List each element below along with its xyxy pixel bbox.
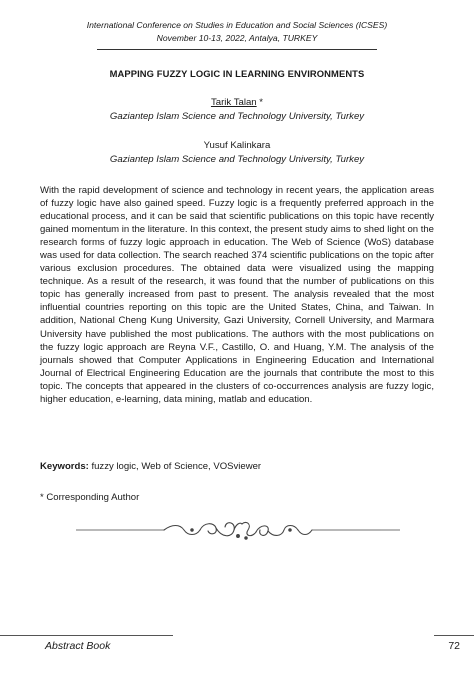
paper-title: MAPPING FUZZY LOGIC IN LEARNING ENVIRONMENTS bbox=[109, 68, 365, 79]
conference-date-location: November 10-13, 2022, Antalya, TURKEY bbox=[156, 33, 318, 43]
footer-divider-right bbox=[434, 635, 474, 636]
conference-name: International Conference on Studies in Education and Social Sciences (ICSES) bbox=[86, 20, 388, 30]
keywords-line bbox=[40, 461, 434, 472]
author-1-marker: * bbox=[256, 97, 264, 108]
corresponding-author-note: * Corresponding Author bbox=[40, 492, 140, 503]
author-1-name: Tarik Talan bbox=[210, 97, 257, 108]
header-divider bbox=[97, 49, 377, 50]
ornamental-flourish-icon bbox=[76, 512, 400, 548]
page-number: 72 bbox=[448, 640, 460, 652]
abstract-text: With the rapid development of science and technology in recent years, the application areas of fuzzy logic have also gained speed. Fuzzy logic is a frequently preferred approach in the educational process, and it can be said that scientific publications on this topic have recently gained momentum in the literature. In this context, the present study aims to shed light on the research forms of fuzzy logic approach in education. The Web of Science (WoS) database was used for data collection. The search reached 374 scientific publications on the topic after various exclusion procedures. The obtained data were visualized using the mapping technique. As a result of the research, it was found that the number of publications on this topic has generally increased from past to present. The analysis revealed that the most influential countries reporting on this topic are the United States, China, and Taiwan. In addition, National Cheng Kung University, Gazi University, Cornell University, and Marmara University have published the most publications. The authors with the most publications on the fuzzy logic approach are Reyna V.F., Castillo, O. and Huang, Y.M. The analysis of the journals showed that Computer Applications in Engineering Education and International Journal of Electrical Engineering Education are the journals that contribute the most to this topic. The concepts that appeared in the clusters of co-occurrences analysis are fuzzy logic, higher education, e-learning, data mining, matlab and education. bbox=[40, 185, 434, 405]
footer-book-title: Abstract Book bbox=[45, 640, 111, 652]
author-1-affiliation: Gaziantep Islam Science and Technology University, Turkey bbox=[109, 111, 365, 122]
conference-header bbox=[40, 19, 434, 45]
keywords-list: fuzzy logic, Web of Science, VOSviewer bbox=[91, 461, 262, 472]
author-2 bbox=[40, 140, 434, 151]
keywords-label: Keywords: bbox=[40, 461, 89, 472]
author-2-name: Yusuf Kalinkara bbox=[203, 140, 271, 151]
author-2-affiliation: Gaziantep Islam Science and Technology University, Turkey bbox=[109, 154, 365, 165]
author-1 bbox=[40, 97, 434, 108]
footer-divider-left bbox=[0, 635, 173, 636]
